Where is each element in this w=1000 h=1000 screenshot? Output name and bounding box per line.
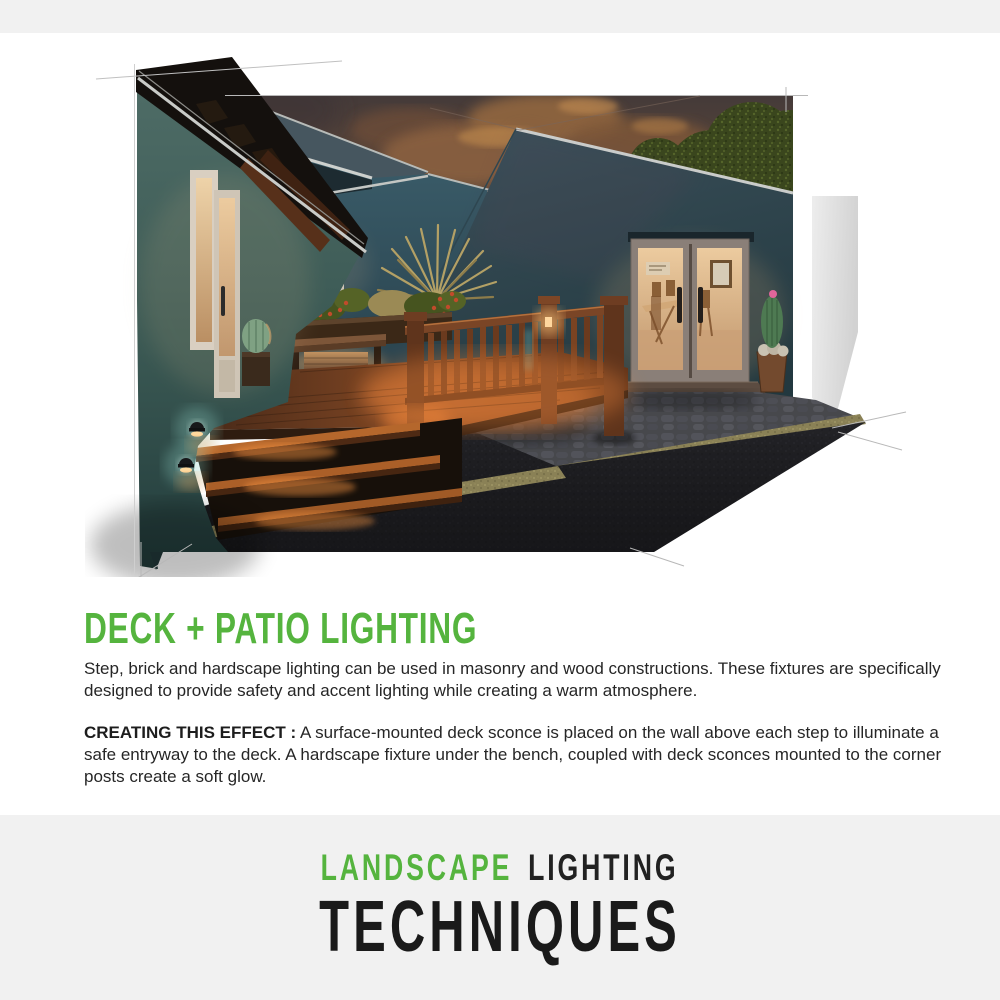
corner-post-sconce bbox=[545, 317, 552, 327]
brand-line-1 bbox=[321, 849, 679, 888]
french-doors bbox=[628, 232, 754, 385]
deck-patio-render bbox=[85, 52, 915, 577]
intro-paragraph: Step, brick and hardscape lighting can be used in masonry and wood constructions. These fixtures are specifically designed to provide safety and accent lighting while creating a warm atmosphere. bbox=[84, 659, 941, 700]
effect-paragraph bbox=[84, 722, 942, 788]
light-gray-side-wall bbox=[812, 196, 858, 416]
render-illustration bbox=[85, 52, 915, 577]
framed-picture bbox=[710, 260, 732, 288]
lit-glass-door bbox=[214, 190, 240, 398]
top-band bbox=[0, 0, 1000, 33]
effect-text: A surface-mounted deck sconce is placed on the wall above each step to illuminate a safe entryway to the deck. A hardscape fixture under the bench, coupled with deck sconces mounted to the corner posts create a soft glow. bbox=[84, 723, 942, 786]
brand-word-landscape: LANDSCAPE bbox=[321, 847, 513, 888]
barrel-cactus bbox=[242, 319, 270, 386]
page-title: DECK + PATIO LIGHTING bbox=[84, 604, 478, 653]
deck-warm-glow bbox=[360, 352, 630, 432]
footer-brand-band bbox=[0, 815, 1000, 1000]
effect-label: CREATING THIS EFFECT : bbox=[84, 723, 297, 742]
brand-word-lighting: LIGHTING bbox=[528, 847, 679, 888]
brand-line-2: TECHNIQUES bbox=[319, 886, 681, 967]
lit-tall-window bbox=[190, 170, 218, 350]
door-handle bbox=[221, 286, 225, 316]
